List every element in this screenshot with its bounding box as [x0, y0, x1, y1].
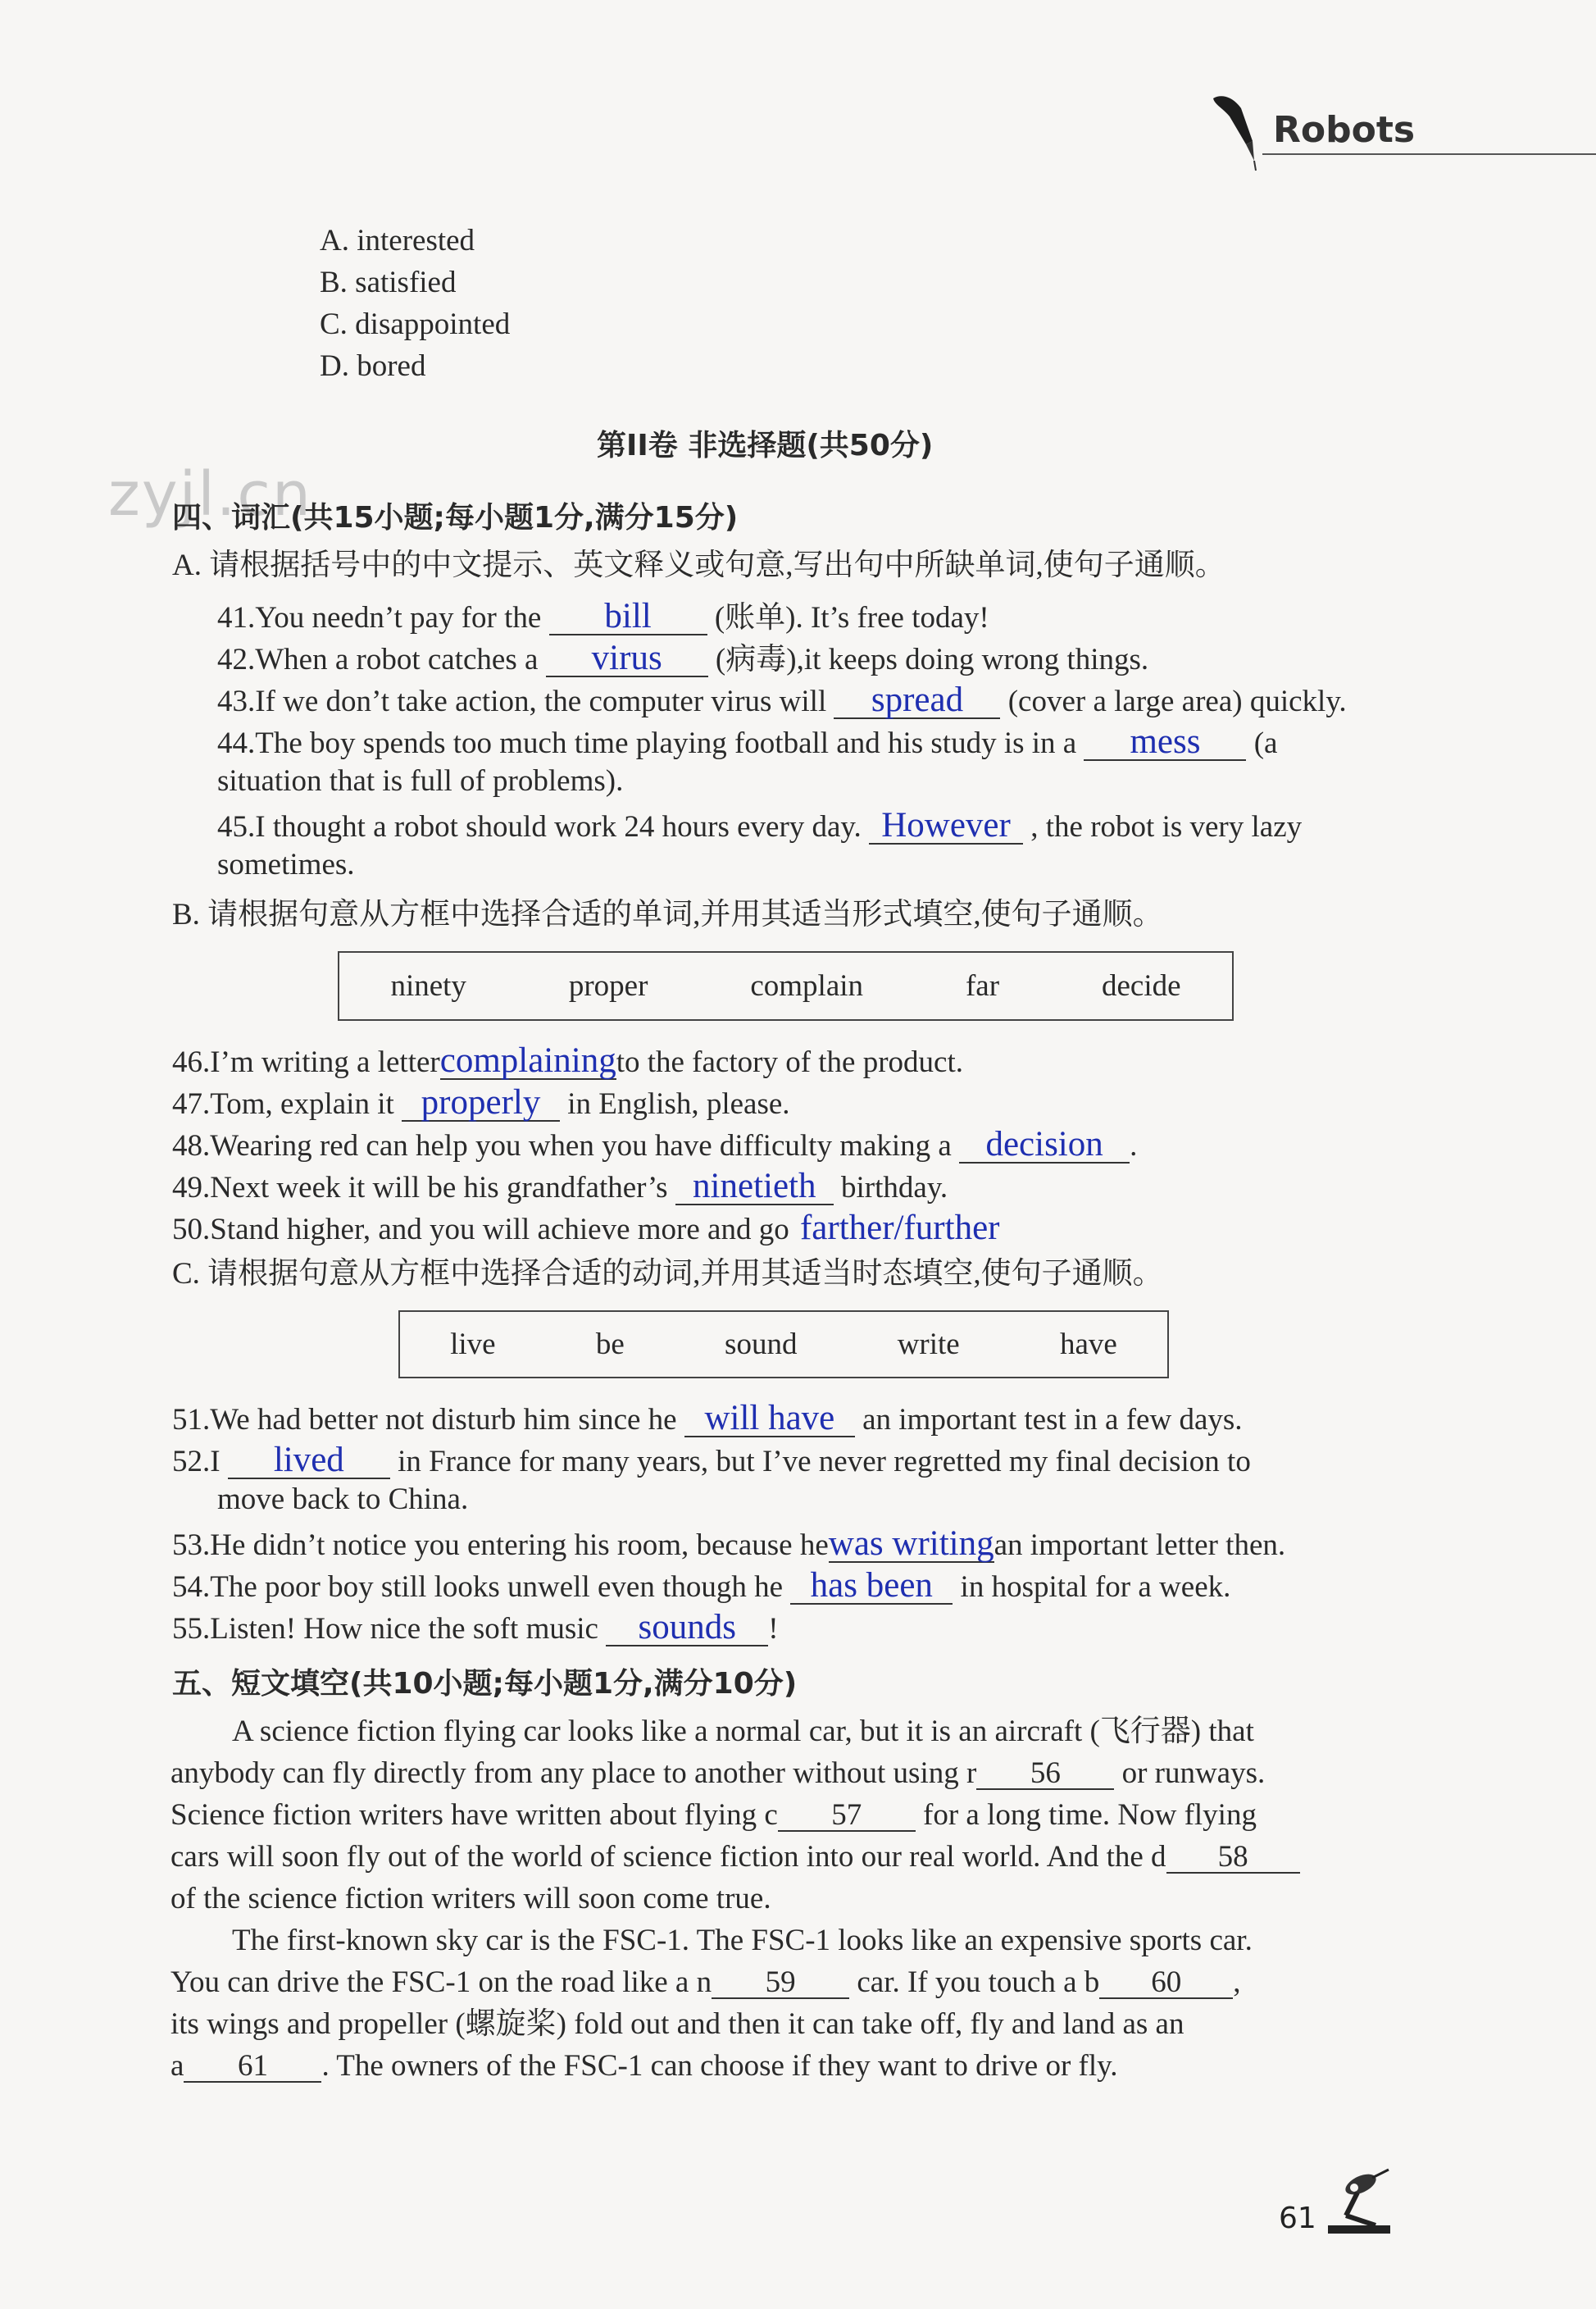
question-49: 49.Next week it will be his grandfather’s ninetieth birthday.	[172, 1167, 948, 1205]
question-51: 51.We had better not disturb him since he will have an important test in a few days.	[172, 1399, 1243, 1437]
answer-55: sounds	[638, 1608, 736, 1646]
word-box-c-item: write	[897, 1328, 960, 1361]
answer-42: virus	[591, 639, 662, 677]
pen-icon	[1205, 92, 1262, 178]
blank-61: 61	[237, 2049, 268, 2083]
blank-60: 60	[1151, 1965, 1182, 1999]
word-box-b-item: far	[965, 969, 1000, 1003]
option-d: D. bored	[320, 349, 426, 383]
passage-p2-line4: a 61 . The owners of the FSC-1 can choose if they want to drive or fly.	[171, 2049, 1118, 2083]
word-box-b-item: decide	[1101, 969, 1181, 1003]
answer-54: has been	[810, 1566, 933, 1605]
answer-48: decision	[985, 1125, 1103, 1164]
word-box-c-item: sound	[725, 1328, 798, 1361]
question-52-cont: move back to China.	[217, 1482, 469, 1516]
question-54: 54.The poor boy still looks unwell even though he has been in hospital for a week.	[172, 1566, 1231, 1605]
sectionA-instruction: A. 请根据括号中的中文提示、英文释义或句意,写出句中所缺单词,使句子通顺。	[172, 549, 1225, 582]
answer-51: will have	[704, 1399, 835, 1437]
question-45-cont: sometimes.	[217, 848, 355, 881]
question-52: 52.I lived in France for many years, but I’ve never regretted my final decision to	[172, 1441, 1251, 1479]
chapter-title: Robots	[1273, 109, 1416, 151]
watermark: zyjl.cn	[108, 459, 312, 530]
answer-44: mess	[1130, 722, 1201, 761]
question-55: 55.Listen! How nice the soft music sounds !	[172, 1608, 779, 1646]
option-a: A. interested	[320, 224, 475, 257]
header-rule	[1262, 153, 1596, 155]
question-44: 44.The boy spends too much time playing football and his study is in a mess (a	[217, 722, 1278, 761]
answer-50: farther/further	[799, 1209, 1000, 1247]
passage-p1-line4: cars will soon fly out of the world of science fiction into our real world. And the d 58	[171, 1842, 1300, 1874]
passage-p1-line3: Science fiction writers have written about flying c 57 for a long time. Now flying	[171, 1798, 1257, 1832]
answer-46: complaining	[439, 1041, 616, 1080]
question-41: 41.You needn’t pay for the bill (账单). It’s free today!	[217, 597, 989, 635]
passage-p2-line1: The first-known sky car is the FSC-1. The FSC-1 looks like an expensive sports car.	[232, 1924, 1253, 1957]
part2-title: 第II卷 非选择题(共50分)	[597, 429, 934, 462]
answer-43: spread	[871, 681, 964, 719]
passage-p2-line2: You can drive the FSC-1 on the road like a n 59 car. If you touch a b 60 ,	[171, 1965, 1241, 1999]
section4-title: 四、词汇(共15小题;每小题1分,满分15分)	[172, 501, 739, 535]
question-42: 42.When a robot catches a virus (病毒),it keeps doing wrong things.	[217, 639, 1149, 677]
sectionB-instruction: B. 请根据句意从方框中选择合适的单词,并用其适当形式填空,使句子通顺。	[172, 898, 1163, 931]
question-46: 46.I’m writing a lettercomplainingto the factory of the product.	[172, 1041, 963, 1080]
question-50: 50.Stand higher, and you will achieve more and go farther/further	[172, 1209, 1000, 1247]
sectionC-instruction: C. 请根据句意从方框中选择合适的动词,并用其适当时态填空,使句子通顺。	[172, 1257, 1163, 1291]
answer-41: bill	[604, 597, 652, 635]
word-box-b-item: ninety	[390, 969, 466, 1003]
answer-49: ninetieth	[693, 1167, 816, 1205]
word-box-c-item: live	[450, 1328, 496, 1361]
question-43: 43.If we don’t take action, the computer virus will spread (cover a large area) quickly.	[217, 681, 1347, 719]
answer-47: properly	[421, 1083, 541, 1122]
page-number: 61	[1279, 2202, 1316, 2235]
word-box-c-item: be	[595, 1328, 625, 1361]
question-47: 47.Tom, explain it properly in English, please.	[172, 1083, 790, 1122]
blank-57: 57	[831, 1798, 862, 1832]
passage-p1-line2: anybody can fly directly from any place to another without using r 56 or runways.	[171, 1756, 1266, 1790]
passage-p1-line5: of the science fiction writers will soon come true.	[171, 1882, 771, 1915]
passage-p2-line3: its wings and propeller (螺旋桨) fold out and then it can take off, fly and land as an	[171, 2007, 1184, 2041]
question-48: 48.Wearing red can help you when you have difficulty making a decision .	[172, 1125, 1138, 1164]
word-box-b-item: proper	[568, 969, 648, 1003]
question-53: 53.He didn’t notice you entering his room, because hewas writingan important letter then.	[172, 1524, 1286, 1563]
word-box-c	[398, 1310, 1169, 1378]
blank-59: 59	[765, 1965, 796, 1999]
robot-icon	[1321, 2161, 1395, 2248]
answer-52: lived	[273, 1441, 344, 1479]
question-44-cont: situation that is full of problems).	[217, 764, 624, 798]
answer-53: was writing	[828, 1524, 994, 1563]
word-box-c-item: have	[1059, 1328, 1117, 1361]
question-45: 45.I thought a robot should work 24 hours every day. However , the robot is very lazy	[217, 806, 1303, 845]
word-box-b-item: complain	[750, 969, 864, 1003]
option-b: B. satisfied	[320, 266, 457, 299]
blank-58: 58	[1217, 1840, 1248, 1874]
section5-title: 五、短文填空(共10小题;每小题1分,满分10分)	[172, 1667, 798, 1701]
answer-45: However	[881, 806, 1011, 845]
option-c: C. disappointed	[320, 307, 511, 341]
blank-56: 56	[1030, 1756, 1061, 1790]
word-box-b	[338, 951, 1234, 1021]
passage-p1-line1: A science fiction flying car looks like a normal car, but it is an aircraft (飞行器) that	[232, 1715, 1254, 1748]
